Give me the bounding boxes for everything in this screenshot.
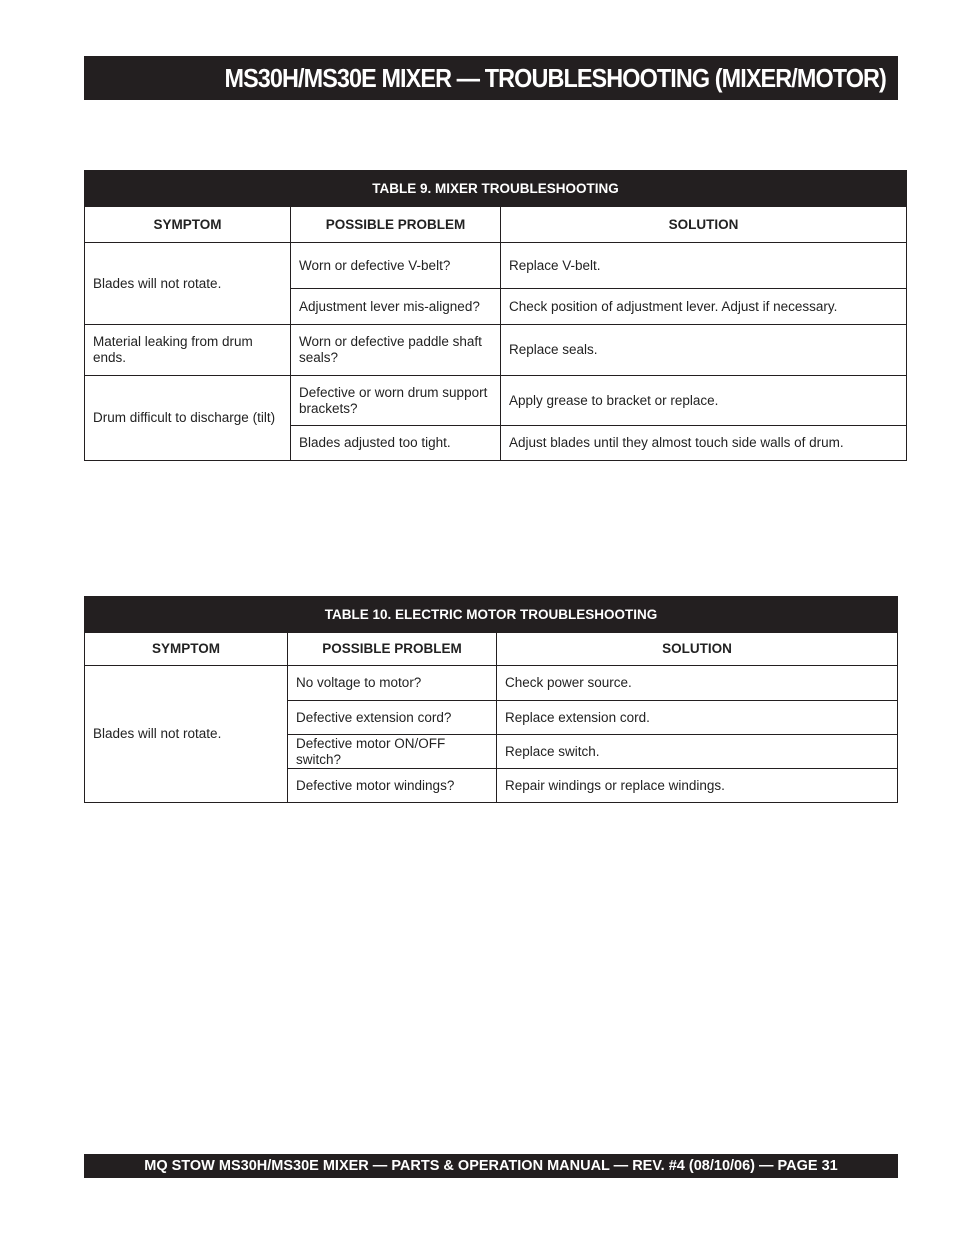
solution-cell: Check power source. [497,666,898,701]
problem-cell: Defective motor ON/OFF switch? [288,735,497,769]
column-header-problem: POSSIBLE PROBLEM [288,633,497,666]
page-footer [84,1154,898,1178]
column-header-solution: SOLUTION [501,207,907,243]
problem-cell: Worn or defective paddle shaft seals? [291,325,501,376]
table-row [85,243,907,289]
problem-cell: Defective motor windings? [288,769,497,803]
table-caption: TABLE 10. ELECTRIC MOTOR TROUBLESHOOTING [85,597,898,633]
table-row [85,376,907,426]
problem-cell: Worn or defective V-belt? [291,243,501,289]
solution-cell: Replace extension cord. [497,701,898,735]
solution-cell: Apply grease to bracket or replace. [501,376,907,426]
problem-cell: Defective or worn drum support brackets? [291,376,501,426]
column-header-problem: POSSIBLE PROBLEM [291,207,501,243]
solution-cell: Replace V-belt. [501,243,907,289]
symptom-cell: Blades will not rotate. [85,666,288,803]
column-header-symptom: SYMPTOM [85,207,291,243]
column-header-symptom: SYMPTOM [85,633,288,666]
problem-cell: Defective extension cord? [288,701,497,735]
table-row [85,325,907,376]
mixer-troubleshooting-table [84,170,907,461]
solution-cell: Adjust blades until they almost touch side walls of drum. [501,426,907,461]
solution-cell: Check position of adjustment lever. Adjust if necessary. [501,289,907,325]
table-caption: TABLE 9. MIXER TROUBLESHOOTING [85,171,907,207]
solution-cell: Replace seals. [501,325,907,376]
solution-cell: Replace switch. [497,735,898,769]
column-header-solution: SOLUTION [497,633,898,666]
solution-cell: Repair windings or replace windings. [497,769,898,803]
problem-cell: Blades adjusted too tight. [291,426,501,461]
problem-cell: No voltage to motor? [288,666,497,701]
motor-troubleshooting-table [84,596,898,803]
problem-cell: Adjustment lever mis-aligned? [291,289,501,325]
symptom-cell: Material leaking from drum ends. [85,325,291,376]
page-title-bar [84,56,898,100]
symptom-cell: Drum difficult to discharge (tilt) [85,376,291,461]
symptom-cell: Blades will not rotate. [85,243,291,325]
table-row [85,666,898,701]
page-title: MS30H/MS30E MIXER — TROUBLESHOOTING (MIXER/MOTOR) [224,62,886,93]
footer-text: MQ STOW MS30H/MS30E MIXER — PARTS & OPERATION MANUAL — REV. #4 (08/10/06) — PAGE 31 [144,1158,838,1174]
